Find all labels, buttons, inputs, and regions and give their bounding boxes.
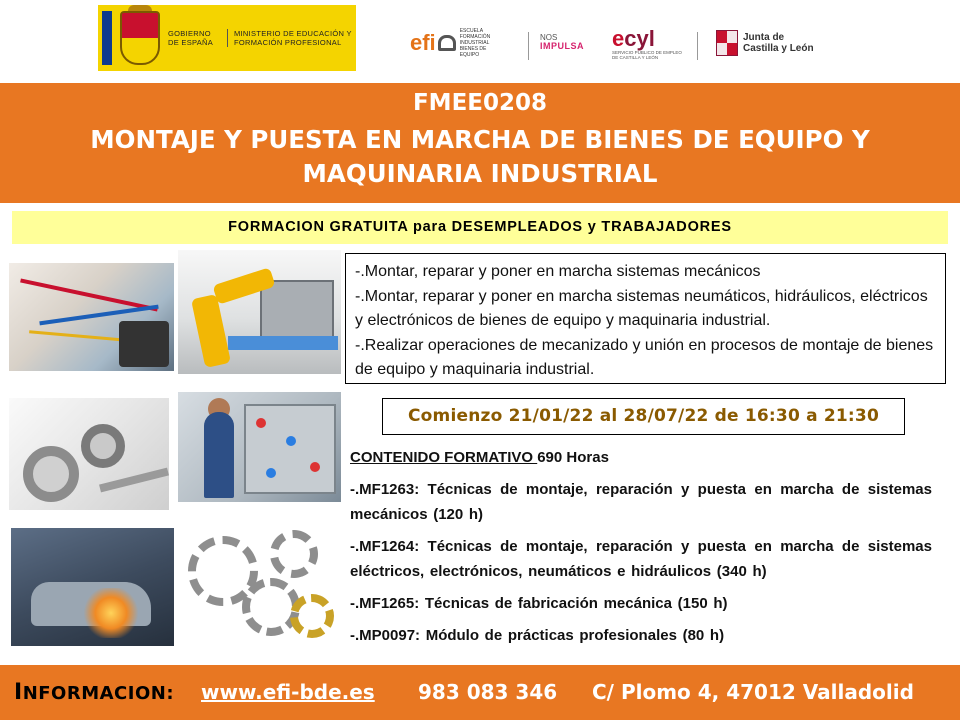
efi-logo <box>410 28 490 58</box>
nos-text: NOS <box>540 33 558 42</box>
course-code: FMEE0208 <box>412 90 548 116</box>
electrical-testing-photo <box>9 263 174 371</box>
module-item: -.MF1264: Técnicas de montaje, reparación y puesta en marcha de sistemas eléctricos, electrónicos, neumáticos e hidráulicos (340 h) <box>350 538 932 580</box>
subtitle-strip: FORMACION GRATUITA para DESEMPLEADOS y TRABAJADORES <box>12 211 948 244</box>
ecyl-logo-icon <box>612 28 682 50</box>
contents-hours: 690 Horas <box>537 449 609 466</box>
ecyl-mark: cyl <box>624 26 655 51</box>
address: C/ Plomo 4, 47012 Valladolid <box>592 680 914 704</box>
info-label <box>14 665 174 720</box>
efi-logo-icon <box>438 35 456 51</box>
gobierno-text: GOBIERNO DE ESPAÑA <box>168 29 228 47</box>
contents-heading-label: CONTENIDO FORMATIVO <box>350 449 538 466</box>
gears-photo <box>178 528 341 648</box>
logo-divider <box>697 32 698 60</box>
junta-line1: Junta de <box>743 32 785 43</box>
welding-car-assembly-photo <box>11 528 174 646</box>
bearings-blueprint-photo <box>9 398 169 510</box>
objectives-box <box>345 253 946 384</box>
module-item: -.MF1265: Técnicas de fabricación mecánica (150 h) <box>350 595 728 612</box>
spain-coat-of-arms-icon <box>98 5 168 71</box>
phone-number: 983 083 346 <box>418 680 558 704</box>
logo-divider <box>528 32 529 60</box>
ministerio-text: MINISTERIO DE EDUCACIÓN Y FORMACIÓN PROFESIONAL <box>234 29 352 47</box>
info-label-cap: I <box>14 680 23 705</box>
ecyl-subtext: SERVICIO PÚBLICO DE EMPLEO DE CASTILLA Y LEÓN <box>612 50 682 60</box>
module-item: -.MP0097: Módulo de prácticas profesionales (80 h) <box>350 627 725 644</box>
course-title: MONTAJE Y PUESTA EN MARCHA DE BIENES DE EQUIPO Y MAQUINARIA INDUSTRIAL <box>90 125 870 188</box>
pneumatic-panel-photo <box>178 392 341 502</box>
efi-subtext: ESCUELA FORMACIÓN INDUSTRIAL BIENES DE EQUIPO <box>459 28 491 58</box>
ecyl-prefix: e <box>612 26 625 51</box>
efi-mark: efi <box>410 30 436 55</box>
junta-line2: Castilla y León <box>743 43 814 54</box>
industrial-robot-photo <box>178 250 341 374</box>
course-contents <box>350 446 932 648</box>
objective-item: -.Montar, reparar y poner en marcha sistemas neumáticos, hidráulicos, eléctricos y electrónicos de bienes de equipo y maquinaria industrial. <box>355 287 928 329</box>
module-item: -.MF1263: Técnicas de montaje, reparación y puesta en marcha de sistemas mecánicos (120 h) <box>350 481 932 523</box>
objective-item: -.Montar, reparar y poner en marcha sistemas mecánicos <box>355 263 761 280</box>
start-date-box: Comienzo 21/01/22 al 28/07/22 de 16:30 a 21:30 <box>382 398 905 435</box>
gobierno-logo <box>98 5 356 71</box>
objective-item: -.Realizar operaciones de mecanizado y unión en procesos de montaje de bienes de equipo y maquinaria industrial. <box>355 336 934 378</box>
junta-logo <box>716 30 814 56</box>
title-banner <box>0 83 960 203</box>
nos-impulsa-logo <box>540 33 584 51</box>
junta-cyl-shield-icon <box>716 30 738 56</box>
logo-bar <box>0 0 960 80</box>
ecyl-logo <box>612 28 682 60</box>
info-footer <box>0 665 960 720</box>
impulsa-text: IMPULSA <box>540 41 584 51</box>
contents-heading <box>350 446 932 470</box>
website-link[interactable]: www.efi-bde.es <box>201 680 375 704</box>
info-label-rest: NFORMACION: <box>22 683 175 704</box>
